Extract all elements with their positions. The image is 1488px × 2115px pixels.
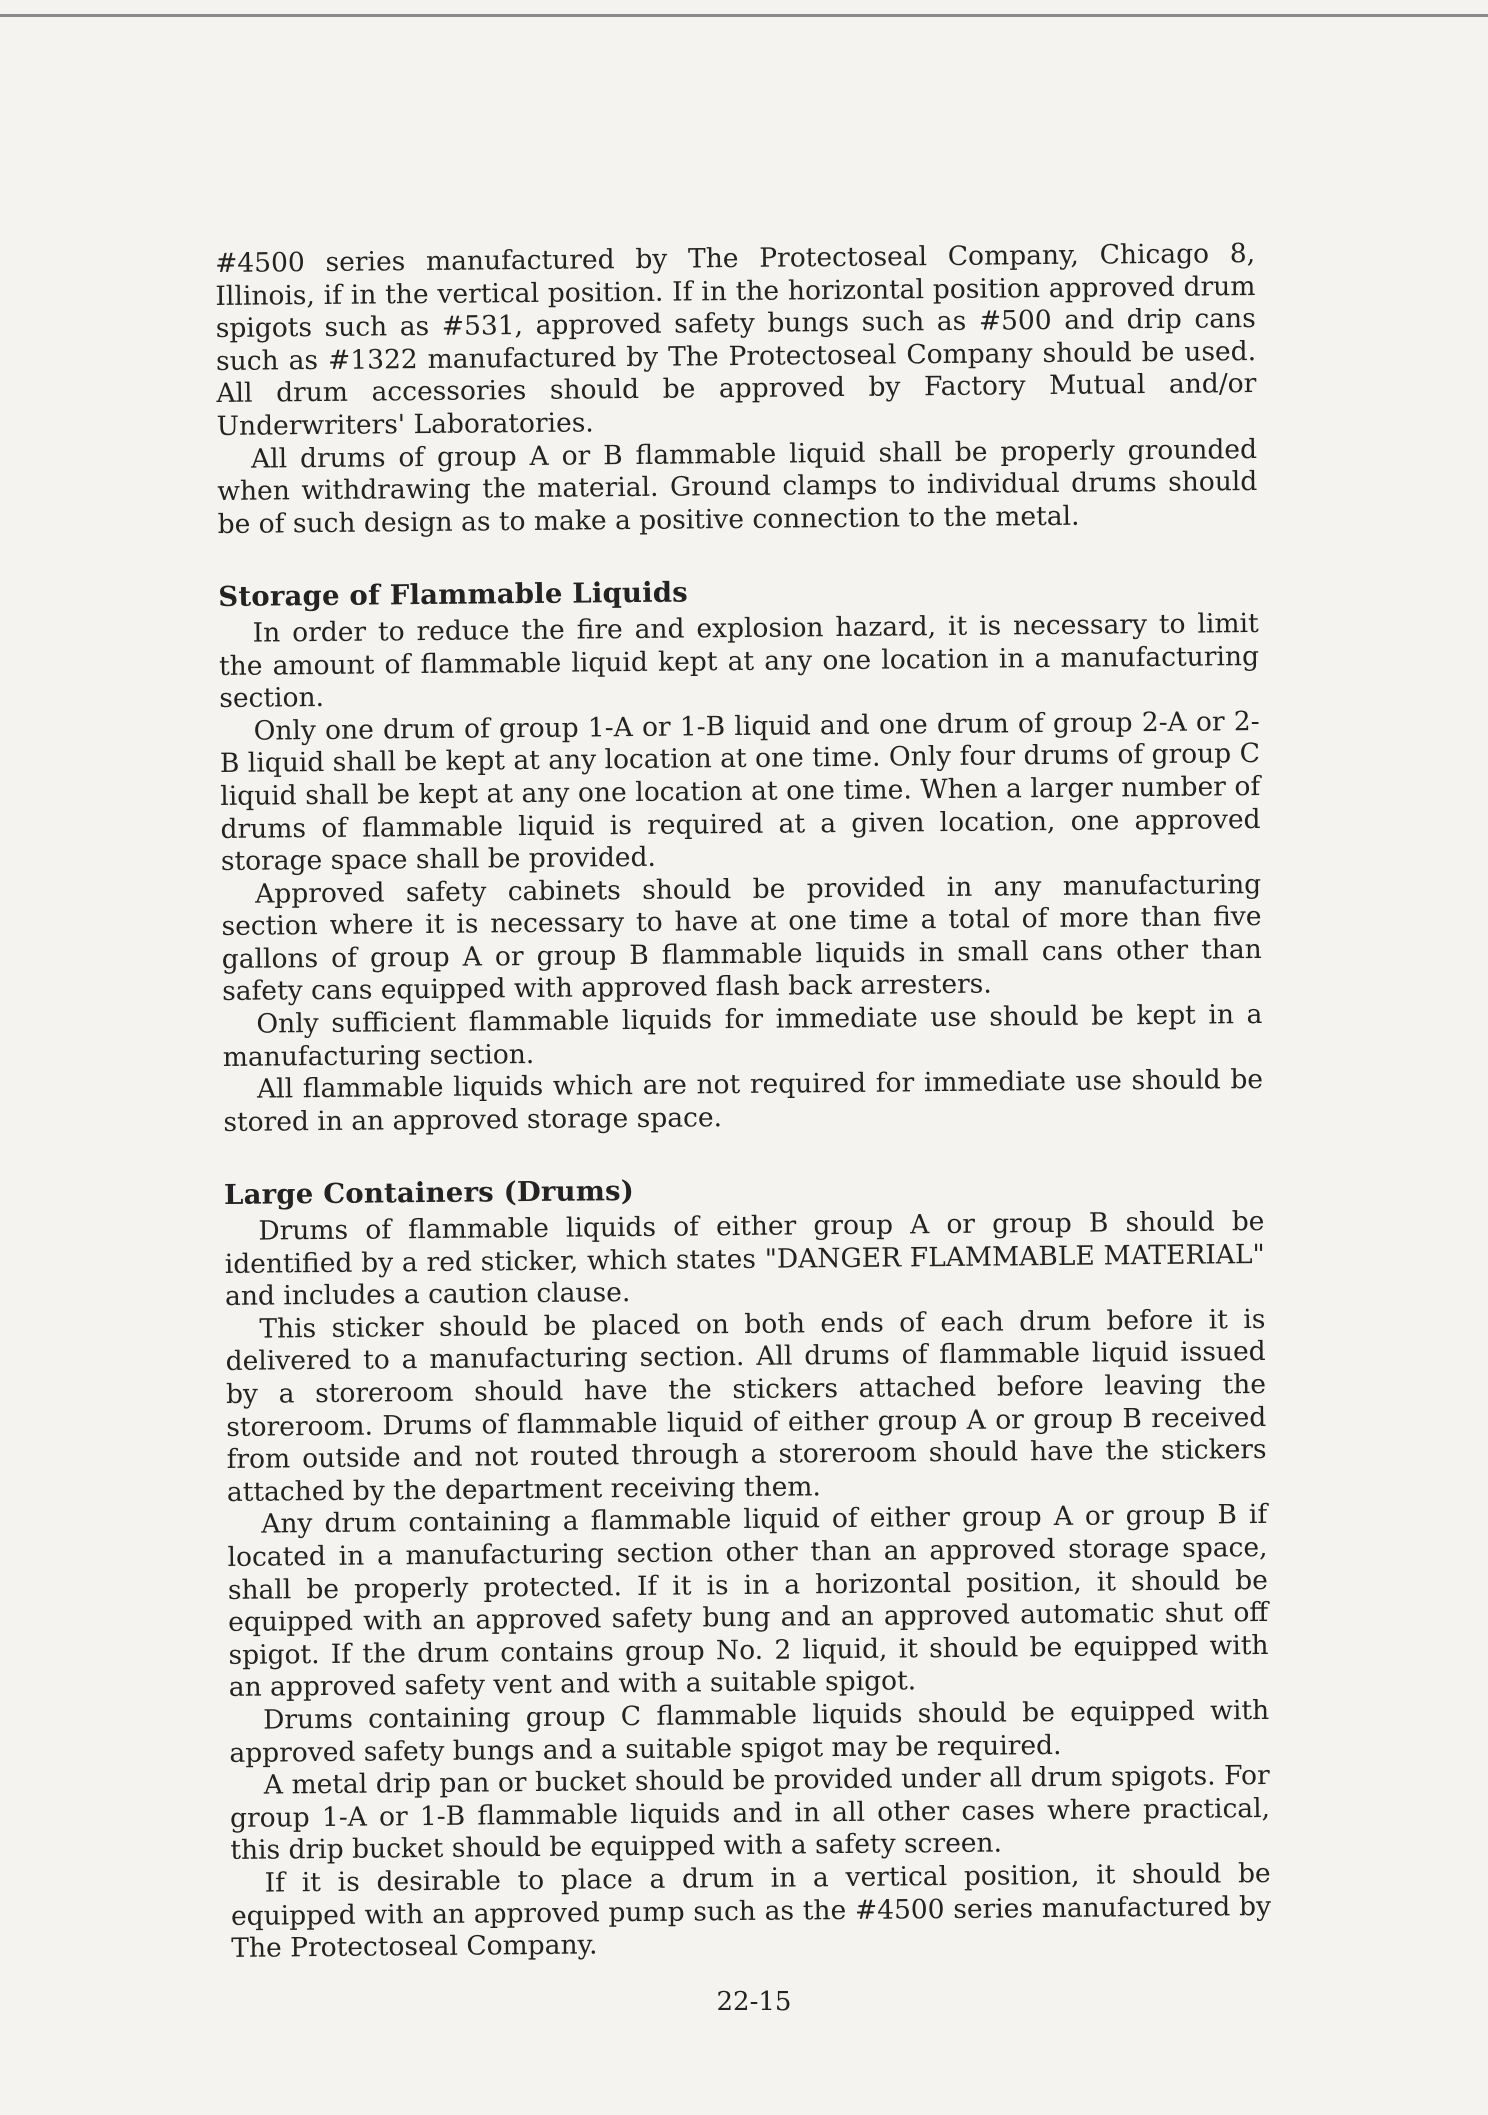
storage-paragraph: All flammable liquids which are not required for immediate use should be stored in an approved storage space. xyxy=(223,1064,1264,1138)
containers-paragraph: A metal drip pan or bucket should be provided under all drum spigots. For group 1-A or 1-B flammable liquids and in all other cases where practical, this drip bucket should be equipped with a safety screen. xyxy=(229,1760,1271,1867)
page-number: 22-15 xyxy=(716,1987,792,2017)
page-body xyxy=(215,238,1271,1966)
containers-paragraph: This sticker should be placed on both ends of each drum before it is delivered to a manufacturing section. All drums of flammable liquid issued by a storeroom should have the stickers attached before leaving the storeroom. Drums of flammable liquid of either group A or group B received from outside and not routed through a storeroom should have the stickers attached by the department receiving them. xyxy=(225,1303,1267,1508)
containers-paragraph: Drums of flammable liquids of either group A or group B should be identified by a red sticker, which states "DANGER FLAMMABLE MATERIAL" and includes a caution clause. xyxy=(224,1206,1265,1313)
containers-paragraph: If it is desirable to place a drum in a vertical position, it should be equipped with an approved pump such as the #4500 series manufactured by The Protectoseal Company. xyxy=(230,1857,1272,1965)
section-heading-storage: Storage of Flammable Liquids xyxy=(218,576,689,614)
page-top-rule xyxy=(0,14,1488,17)
storage-paragraph: Approved safety cabinets should be provided in any manufacturing section where it is necessary to have at one time a total of more than five gallons of group A or group B flammable liquids in small cans other than safety cans equipped with approved flash back arresters. xyxy=(221,868,1262,1008)
containers-paragraph: Drums containing group C flammable liquids should be equipped with approved safety bungs and a suitable spigot may be required. xyxy=(229,1694,1270,1769)
storage-paragraph: Only sufficient flammable liquids for immediate use should be kept in a manufacturing section. xyxy=(222,999,1263,1073)
intro-paragraph: All drums of group A or B flammable liquid shall be properly grounded when withdrawing the material. Ground clamps to individual drums should be of such design as to make a positive connection to the metal. xyxy=(217,433,1258,540)
intro-paragraph: #4500 series manufactured by The Protectoseal Company, Chicago 8, Illinois, if in the vertical position. If in the horizontal position approved drum spigots such as #531, approved safety bungs such as #500 and drip cans such as #1322 manufactured by The Protectoseal Company should be used. All drum accessories should be approved by Factory Mutual and/or Underwriters' Laboratories. xyxy=(215,238,1257,442)
storage-paragraph: Only one drum of group 1-A or 1-B liquid and one drum of group 2-A or 2-B liquid shall be kept at any location at one time. Only four drums of group C liquid shall be kept at any one location at one time. When a larger number of drums of flammable liquid is required at a given location, one approved storage space shall be provided. xyxy=(219,705,1261,878)
section-heading-containers: Large Containers (Drums) xyxy=(223,1175,635,1212)
storage-paragraph: In order to reduce the fire and explosion hazard, it is necessary to limit the amount of flammable liquid kept at any one location in a manufacturing section. xyxy=(218,607,1260,715)
containers-paragraph: Any drum containing a flammable liquid of either group A or group B if located in a manufacturing section other than an approved storage space, shall be properly protected. If it is in a horizontal position, it should be equipped with an approved safety bung and an approved automatic shut off spigot. If the drum contains group No. 2 liquid, it should be equipped with an approved safety vent and with a suitable spigot. xyxy=(227,1499,1269,1704)
